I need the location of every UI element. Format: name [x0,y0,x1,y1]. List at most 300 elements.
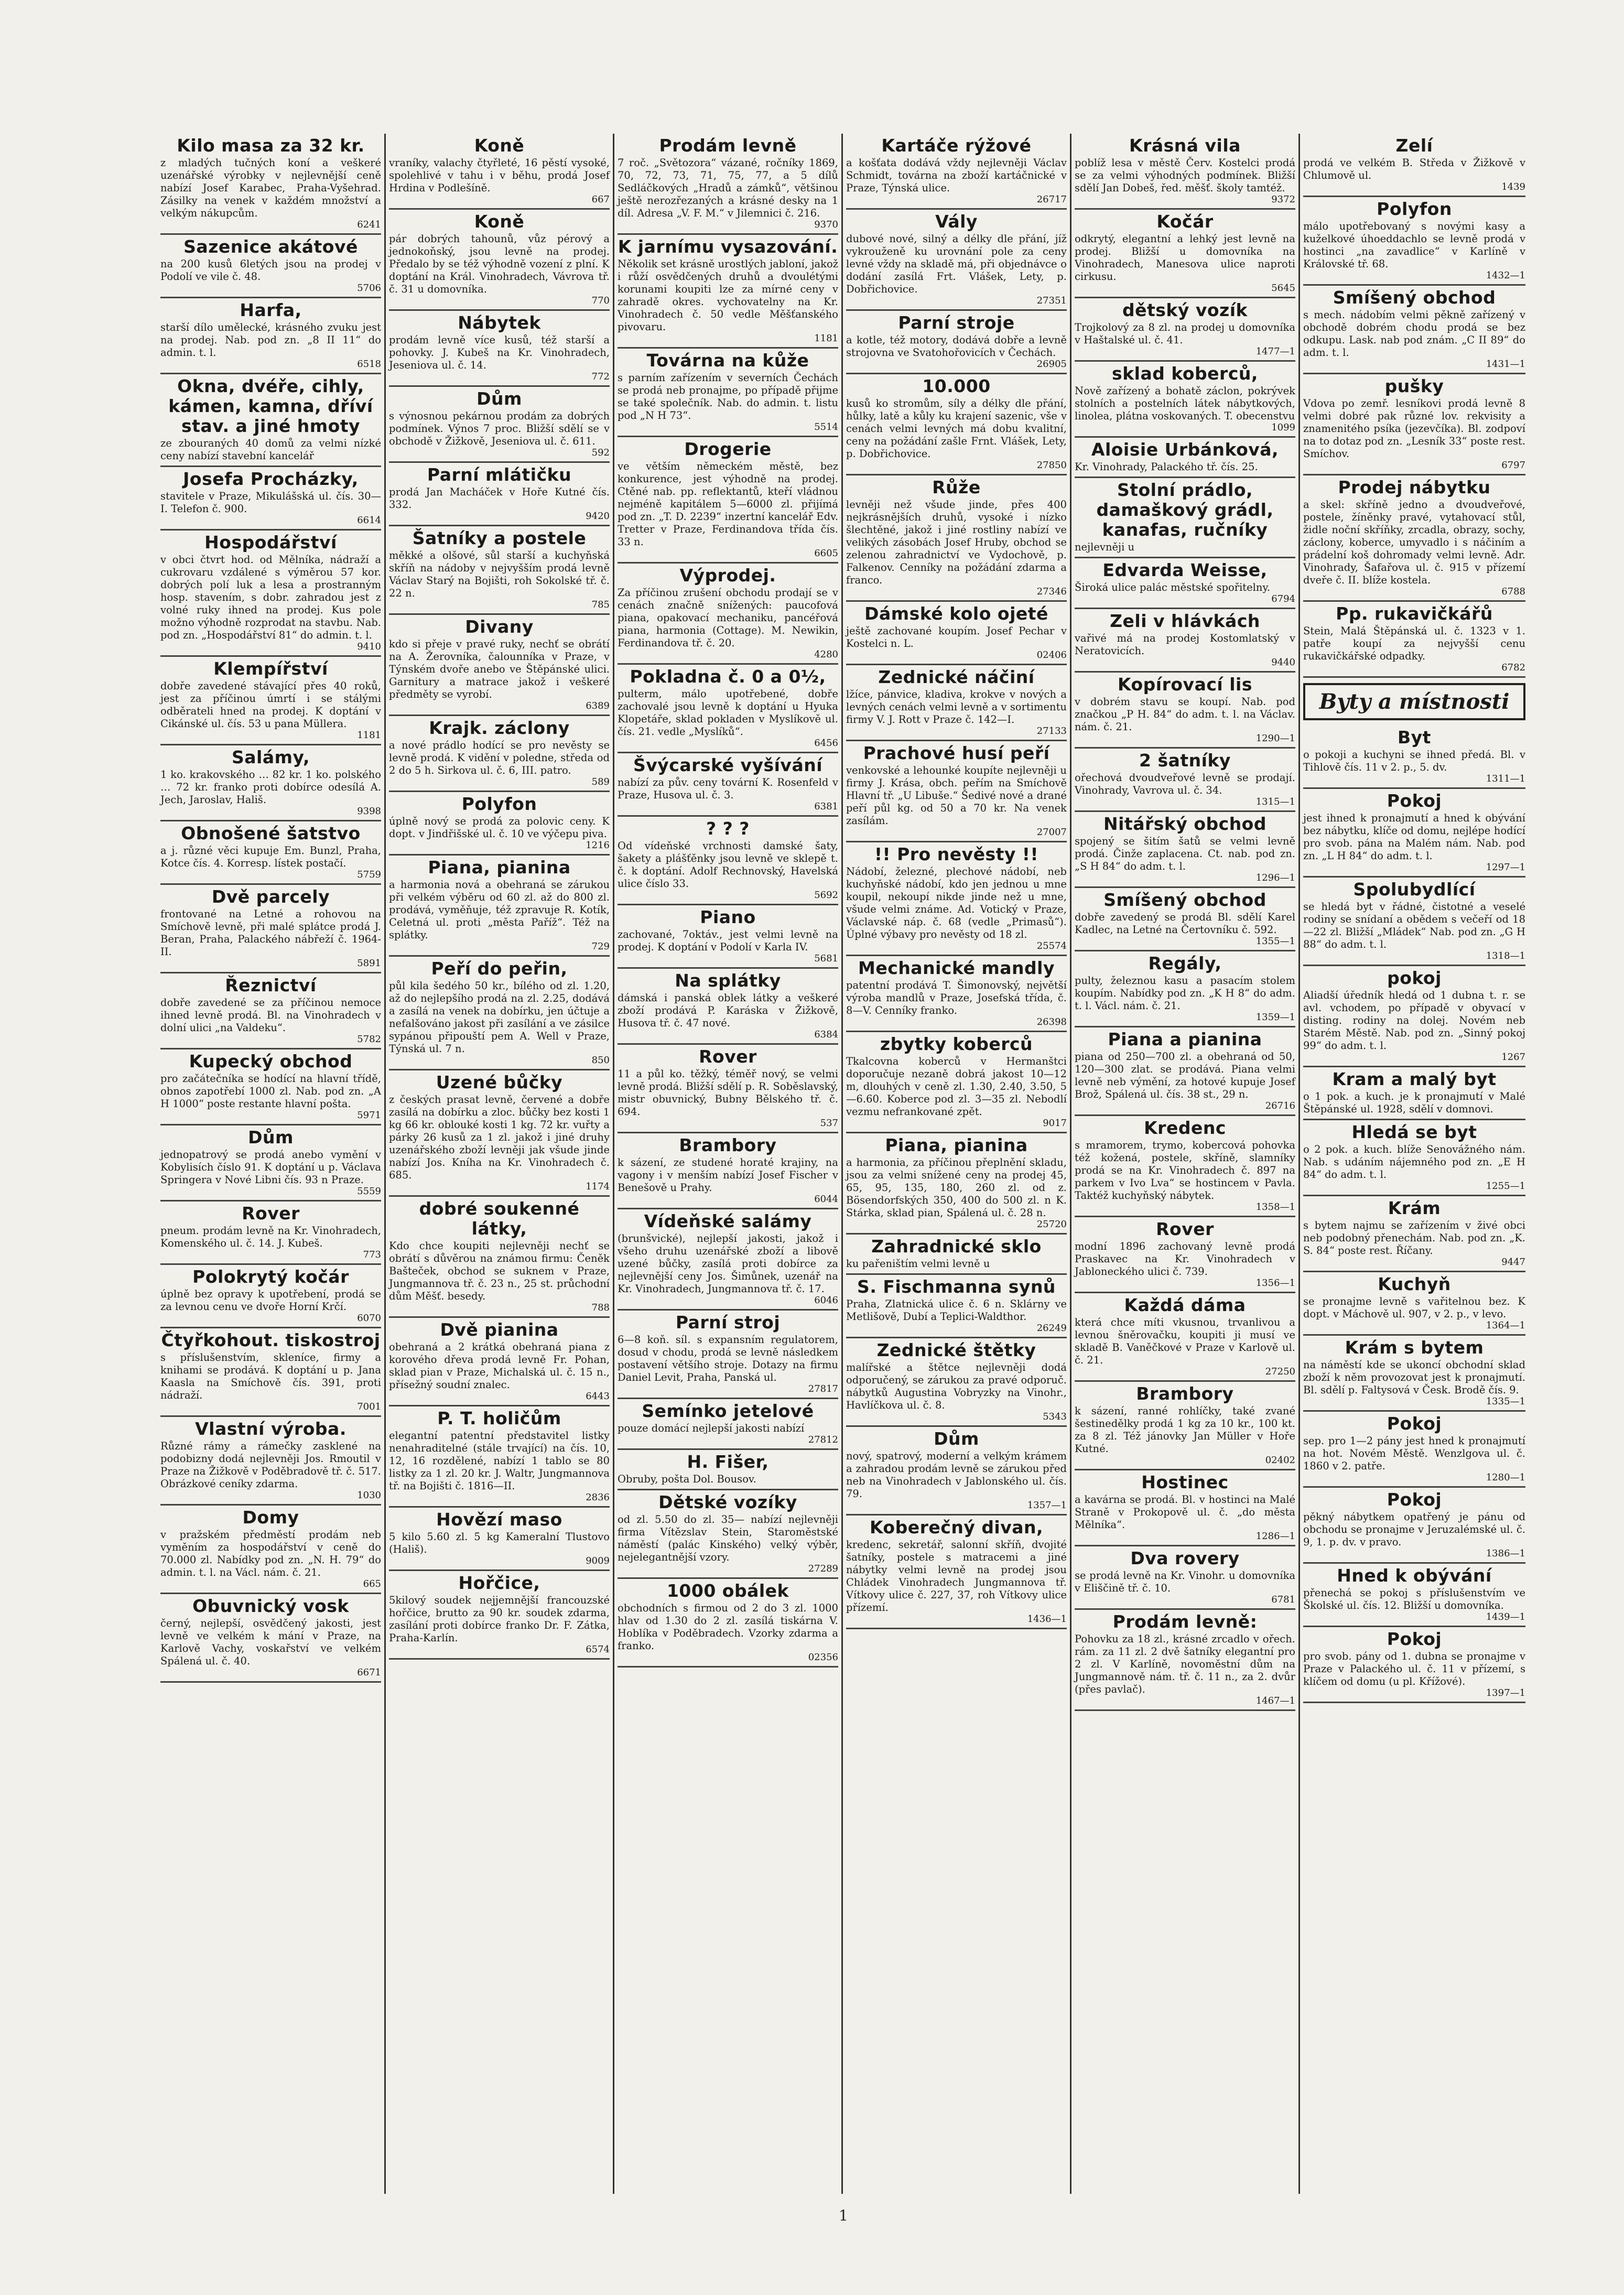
classified-ad [1303,374,1525,475]
ad-text: a nové prádlo hodící se pro nevěsty se levně prodá. K vidění v poledne, středa od 2 do 5 h. Sirkova ul. č. 6, III. patro. [389,739,610,776]
classified-ad [389,463,610,526]
ad-title: Regály, [1148,953,1222,973]
classified-ad [160,1049,381,1125]
ad-text: frontované na Letné a rohovou na Smíchově levně, při malé splátce prodá J. Beran, Praha, Palackého nábřeží č. 1964-II. [160,908,381,958]
classified-ad [846,374,1067,475]
classified-ad [1303,878,1525,966]
ad-title: Pokoj [1387,1629,1442,1649]
ad-title: Stolní prádlo, damaškový grádl, kanafas, ručníky [1096,480,1274,540]
ad-title: Sazenice akátové [183,236,358,257]
classified-ad [1075,1382,1295,1470]
ad-title: Kartáče rýžové [881,135,1032,156]
classified-ad [160,374,381,467]
ad-reference-number: 9447 [1501,1257,1525,1268]
ad-reference-number: 1386—1 [1486,1548,1525,1559]
ad-reference-number: 1181 [814,333,838,344]
ad-title: Smíšený obchod [1103,890,1266,910]
ad-title: Domy [242,1507,299,1528]
ad-title: Uzené bůčky [436,1072,563,1092]
ad-title: Prodej nábytku [1338,477,1491,497]
ad-text: 5 kilo 5.60 zl. 5 kg Kameralní Tlustovo (Hališ). [389,1531,610,1555]
ad-reference-number: 6241 [357,219,381,230]
ad-title: !! Pro nevěsty !! [874,844,1038,864]
ad-reference-number: 1255—1 [1486,1181,1525,1192]
ad-reference-number: 6381 [814,801,838,812]
ad-text: a harmonia, za příčinou přeplnění skladu, jsou za velmi snížené ceny na prodej 45, 65, 95, 135, 180, 260 zl. od z. Bösendorfských 350, 400 do 500 zl. n K. Stárka, sklad pian, Spálená ul. č. 28 n. [846,1156,1067,1219]
ad-reference-number: 592 [591,447,610,458]
ad-reference-number: 25574 [1036,940,1067,951]
ad-title: 1000 obálek [666,1580,789,1601]
classified-ad [846,842,1067,956]
classified-ad [618,564,838,665]
classified-ad [618,437,838,564]
ad-title: Aloisie Urbánková, [1091,439,1279,460]
ad-text: s příslušenstvím, skleníce, firmy a knihami se prodává. K doptání u p. Jana Kaasla na Smíchově čís. 391, proti nádraží. [160,1351,381,1401]
ad-title: Vály [935,211,978,232]
ad-reference-number: 1357—1 [1027,1500,1067,1511]
classified-ad [1303,1272,1525,1336]
ad-reference-number: 6384 [814,1029,838,1040]
ad-reference-number: 9420 [586,511,610,522]
ad-title: Nitářský obchod [1103,814,1266,834]
ad-title: Polokrytý kočár [192,1266,349,1287]
ad-text: stavitele v Praze, Mikulášská ul. čís. 30—I. Telefon č. 900. [160,490,381,515]
ad-title: Polyfon [461,794,537,814]
ad-title: Dámské kolo ojeté [864,603,1048,624]
ad-reference-number: 5514 [814,421,838,432]
ad-reference-number: 5343 [1043,1411,1067,1422]
ad-text: pulty, železnou kasu a pasacím stolem koupím. Nabídky pod zn. „K H 8“ do adm. t. l. Václ. nám. č. 21. [1075,975,1295,1012]
ad-text: o 2 pok. a kuch. blíže Senovážného nám. Nab. s udáním nájemného pod zn. „E H 84“ do adm. t. l. [1303,1143,1525,1181]
ad-text: a harmonia nová a obehraná se zárukou při velkém výběru od 60 zl. až do 800 zl. prodává, vyměňuje, též zpravuje R. Kotík, Celetná ul. proti „města Paříž“. Též na splátky. [389,879,610,941]
ad-text: sep. pro 1—2 pány jest hned k pronajmutí na hot. Novém Městě. Wenzlgova ul. č. 1860 v 2. patře. [1303,1435,1525,1472]
ad-reference-number: 27133 [1036,726,1067,737]
ad-title: 2 šatníky [1139,750,1231,771]
ad-title: Klempířství [213,658,328,679]
ad-text: odkrytý, elegantní a lehký jest levně na prodej. Bližší u domovníka na Vinohradech, Manesova ulice naproti cirkusu. [1075,233,1295,283]
ad-text: kusů ko stromům, síly a délky dle přání, hůlky, latě a kůly ku krajení sazenic, vše v cenách velmi levných má dobu kvalitní, ceny na požádání zašle Frnt. Vlášek, Lety, p. Dobřichovice. [846,397,1067,460]
ad-text: z českých prasat levně, červené a dobře zasílá na dobírku a zloc. bůčky bez kosti 1 kg 66 kr. oblouké kosti 1 kg. 72 kr. vuřty a párky 26 kusů za 1 zl. jakož i jiné druhy uzenářského zboží levněji jak všude jinde nabízí Jos. Kníha na Kr. Vinohradech č. 685. [389,1094,610,1181]
ad-title: Brambory [679,1135,777,1155]
classified-ad [1075,1470,1295,1546]
classified-ad [1303,1067,1525,1120]
classified-ad [389,387,610,463]
ad-reference-number: 6044 [814,1194,838,1205]
ad-text: pulterm, málo upotřebené, dobře zachovalé jsou levně k doptání u Hyuka Klopetáře, sklad pokladen v Myslíkově ul. čís. 21. vedle „Myslíků“. [618,688,838,738]
ad-title: Hovězí maso [436,1509,562,1530]
classified-ad [160,1506,381,1594]
ad-title: Zeli v hlávkách [1110,611,1260,631]
ad-reference-number: 2836 [586,1492,610,1503]
ad-title: Josefa Procházky, [183,469,359,489]
ad-text: s mech. nádobím velmi pěkně zařízený v obchodě dobrém chodu prodá se bez odkupu. Lask. nab pod znám. „C II 89“ do adm. t. l. [1303,309,1525,359]
ad-text: pěkný nábytkem opatřený je pánu od obchodu se pronajme v Jeruzalémské ul. č. 9, 1. p. dv. v pravo. [1303,1511,1525,1548]
ad-text: pro svob. pány od 1. dubna se pronajme v Praze v Palackého ul. č. 11 v přízemí, s klíčem od domu (u pl. Křížové). [1303,1650,1525,1687]
ad-text: v obci čtvrt hod. od Mělníka, nádraží a cukrovaru vzdálené s výměrou 57 kor. dobrých polí luk a lesa a prostranným hosp. stavením, s dobr. zahradou jest z volné ruky ihned na prodej. Kus pole možno výhodně rozprodat na stavbu. Nab. pod zn. „Hospodářství 81“ do admin. t. l. [160,554,381,641]
classified-ad [1303,1412,1525,1488]
ad-text: Praha, Zlatnická ulice č. 6 n. Sklárny ve Metlišově, Dubí a Teplici-Waldthor. [846,1298,1067,1323]
classified-ad [160,745,381,821]
ad-text: nejlevněji u [1075,541,1135,553]
ad-reference-number: 5971 [357,1110,381,1121]
ad-reference-number: 1432—1 [1486,270,1525,281]
column-4 [843,134,1071,2194]
ad-reference-number: 1467—1 [1255,1695,1295,1706]
ad-reference-number: 25720 [1036,1219,1067,1230]
ad-reference-number: 6605 [814,548,838,559]
ad-text: půl kila šedého 50 kr., bílého od zl. 1.20, až do nejlepšího prodá na zl. 2.25, dodává a zasílá na venek na dobírku, jen účtuje a nefalšováno jakost při zasílání a ve zásilce sypánou připouští pem A. Well v Praze, Týnská ul. 7 n. [389,980,610,1055]
ad-text: Od vídeňské vrchnosti damské šaty, šakety a plášťěnky jsou levně ve sklepě t. č. k doptání. Adolf Rechnovský, Havelská ulice číslo 33. [618,840,838,890]
ad-reference-number: 770 [591,295,610,306]
ad-title: Růže [932,477,981,497]
ad-title: Piana, pianina [428,857,571,878]
ad-title: Kopírovací lis [1118,674,1252,695]
ad-text: Nově zařízený a bohatě záclon, pokrývek stolních a postelních látek nábytkových, linolea, plátna voskovaných. T. obecenstvu [1075,385,1295,422]
ad-text: úplně bez opravy k upotřebení, prodá se za levnou cenu ve dvoře Horní Krčí. [160,1288,381,1313]
ad-text: 7 roč. „Světozora“ vázané, ročníky 1869, 70, 72, 73, 71, 75, 77, a 5 dílů Sedláčkových „Hradů a zámků“, většinou ještě nerozřezaných a krásné desky na 1 díl. Adresa „V. F. M.“ v Jilemnici č. 216. [618,157,838,219]
ad-text: o pokoji a kuchyni se ihned předá. Bl. v Tihlově čís. 11 v 2. p., 5. dv. [1303,749,1525,773]
ad-reference-number: 6389 [586,700,610,711]
ad-text: Za příčinou zrušení obchodu prodají se v cenách značně snížených: paucofová piana, opakovací mechaniku, pancéřová piana, harmonia (Cottage). M. Newikin, Ferdinandova tř. č. 20. [618,587,838,649]
ad-reference-number: 6614 [357,515,381,526]
section-heading: Byty a místnosti [1303,683,1525,720]
ad-text: a kavárna se prodá. Bl. v hostinci na Malé Straně v Prokopově ul. č. „do města Mělníka“. [1075,1493,1295,1531]
classified-ad [1075,609,1295,673]
ad-reference-number: 1286—1 [1255,1531,1295,1542]
classified-ad [389,1070,610,1197]
ad-title: pušky [1384,376,1444,396]
classified-ad [389,1406,610,1508]
classified-ad [618,1133,838,1209]
classified-ad [1303,1564,1525,1627]
ad-text: od zl. 5.50 do zl. 35— nabízí nejlevněji firma Vítězslav Stein, Staroměstské náměstí (palác Kinského) velký výběr, nejelegantnější vzory. [618,1513,838,1563]
ad-text: levněji než všude jinde, přes 400 nejkrásnějších druhů, vysoké i nízko šlechtěné, jakož i jiné rostliny nabízí ve velikých zásobách Josef Hruby, obchod se zelenou zahradnictví ve Vydochově, p. Falkenov. Cenníky na požádání zdarma a franco. [846,499,1067,586]
ad-reference-number: 1431—1 [1486,359,1525,370]
ad-reference-number: 26716 [1265,1100,1295,1111]
ad-reference-number: 6797 [1501,460,1525,471]
ad-title: ? ? ? [706,818,750,839]
classified-ad [846,956,1067,1032]
classified-ad [618,134,838,235]
ad-text: jest ihned k pronajmutí a hned k obývání bez nábytku, klíče od domu, nejlépe hodící pro svob. pána na Malém nám. Nab. pod zn. „L H 84“ do adm. t. l. [1303,812,1525,862]
ad-reference-number: 6046 [814,1295,838,1306]
ad-text: dámská i panská oblek látky a veškeré zboží prodává P. Karáska v Žižkově, Husova tř. č. 47 nové. [618,992,838,1029]
ad-title: Dva rovery [1130,1548,1240,1568]
ad-title: Vídeňské salámy [644,1211,812,1231]
ad-text: s výnosnou pekárnou prodám za dobrých podmínek. Výnos 7 proc. Bližší sdělí se v obchodě v Žižkově, Jeseniova ul. č. 611. [389,410,610,447]
ad-text: Nádobí, železné, plechové nádobí, neb kuchyňské nádobí, kdo jen jednou u mne koupil, nekoupí nikde jinde než u mne, všude velmi známe. Ad. Votický v Praze, Václavské náp. č. 68 (vedle „Primasů“). Úplné výbavy pro nevěsty od 18 zl. [846,865,1067,940]
ad-reference-number: 5759 [357,869,381,880]
classified-ad [618,1209,838,1311]
ad-reference-number: 1216 [586,840,610,851]
ad-title: Semínko jetelové [642,1401,814,1421]
ad-title: Pokoj [1387,1413,1442,1434]
ad-text: Kr. Vinohrady, Palackého tř. čís. 25. [1075,461,1258,473]
ad-title: Okna, dvéře, cihly, kámen, kamna, dříví stav. a jiné hmoty [168,376,373,436]
ad-title: zbytky koberců [880,1034,1033,1054]
ad-title: Krám s bytem [1345,1337,1484,1358]
ad-reference-number: 5706 [357,283,381,294]
ad-title: Divany [465,616,534,637]
ad-title: Pp. rukavičkářů [1336,603,1493,624]
ad-text: kdo si přeje v pravé ruky, nechť se obrátí na A. Žerovníka, čalounníka v Praze, v Týnském dvoře anebo ve Štěpánské ulici. Garnitury a matrace jakož i veškeré předměty se vyrobí. [389,638,610,700]
classified-ad [160,657,381,745]
ad-title: Šatníky a postele [412,528,587,548]
ad-text: Stein, Malá Štěpánská ul. č. 1323 v 1. patře koupí za nejvyšší cenu rukavičkářské odpadky. [1303,625,1525,662]
ad-title: Koně [474,211,525,232]
classified-ad [1303,1627,1525,1703]
classified-ad [618,1399,838,1450]
ad-reference-number: 1364—1 [1486,1320,1525,1331]
ad-title: Továrna na kůže [646,350,809,371]
ad-title: Na splátky [675,970,781,991]
classified-ad [1075,1027,1295,1116]
classified-ad [618,235,838,349]
classified-ad [1075,478,1295,558]
ad-text: pouze domácí nejlepší jakosti nabízí [618,1422,805,1434]
ad-title: Koně [474,135,525,156]
ad-reference-number: 850 [591,1055,610,1066]
ad-title: Hned k obývání [1337,1565,1492,1586]
ad-title: Brambory [1136,1383,1234,1404]
ad-title: Vlastní výroba. [195,1419,347,1439]
classified-ad [1303,1120,1525,1196]
ad-text: v pražském předměstí prodám neb vyměním za hospodářství v ceně do 70.000 zl. Nabídky pod zn. „N. H. 79“ do admin. t. l. na Václ. nám. č. 21. [160,1529,381,1578]
ad-title: Každá dáma [1124,1295,1246,1315]
ad-reference-number: 9440 [1271,657,1295,668]
ad-title: Dětské vozíky [658,1492,797,1512]
classified-ad [160,531,381,657]
ad-text: spojený se šitím šatů se velmi levně prodá. Činže zaplacena. Ct. nab. pod zn. „S H 84“ do adm. t. l. [1075,835,1295,872]
ad-reference-number: 5681 [814,953,838,964]
ad-title: Pokoj [1387,791,1442,811]
ad-title: Mechanické mandly [858,958,1055,978]
ad-reference-number: 537 [820,1118,838,1129]
ad-reference-number: 9372 [1271,194,1295,205]
ad-text: a košťata dodává vždy nejlevněji Václav Schmidt, továrna na zboží kartáčnické v Praze, Týnská ulice. [846,157,1067,194]
ad-title: Piana a pianina [1108,1029,1262,1049]
classified-ad [1303,602,1525,678]
ad-reference-number: 02406 [1036,649,1067,661]
ad-title: Dvě parcely [211,886,330,907]
ad-text: a kotle, též motory, dodává dobře a levně strojovna ve Svatohořovicích v Čechách. [846,334,1067,359]
ad-text: k sázení, ze studené horaté krajiny, na vagony i v menším nabízí Josef Fischer v Benešově u Prahy. [618,1156,838,1194]
ad-reference-number: 1318—1 [1486,950,1525,961]
ad-reference-number: 1335—1 [1486,1396,1525,1407]
ad-text: s bytem najmu se zařízením v živé obci neb podobný přenechám. Nab. pod zn. „K. S. 84“ poste rest. Říčany. [1303,1219,1525,1257]
classified-ad [618,1450,838,1490]
ad-text: a skel: skříně jedno a dvoudveřové, postele, žíněnky pravé, vytahovací stůl, židle noční skříňky, zrcadla, obrazy, sochy, záclony, koberce, umyvadlo i s náčiním a prádelní koš dohromady velmi levně. Adr. Vinohrady, Šafařova ul. č. 915 v přízemí dveře č. II. blíže kostela. [1303,499,1525,586]
ad-reference-number: 9410 [357,641,381,652]
ad-title: Byt [1398,727,1431,748]
classified-ad [846,1275,1067,1338]
ad-title: Švýcarské vyšívání [633,755,823,775]
ad-text: kredenc, sekretář, salonní skříň, dvojité šatníky, postele s matracemi a jiné nábytky velmi levně na prodej jsou Chládek Vinohradech Jungmannova tř. Vítkovy ulice č. 227, 37, roh Vítkovy ulice přízemí. [846,1539,1067,1614]
ad-title: Pokoj [1387,1489,1442,1510]
ad-title: Kuchyň [1378,1274,1451,1294]
ad-title: Hostinec [1141,1472,1229,1492]
ad-text: ku pařeništím velmi levně u [846,1258,990,1270]
ad-text: 11 a půl ko. těžký, téměř nový, se velmi levně prodá. Bližší sdělí p. R. Soběslavský, mistr obuvnický, Bubny Bělského tř. č. 694. [618,1068,838,1118]
classified-ad [618,349,838,437]
classified-ad [846,1133,1067,1235]
ad-title: Kočár [1156,211,1214,232]
classified-ad [1075,812,1295,888]
ad-reference-number: 6443 [586,1391,610,1402]
ad-reference-number: 1267 [1501,1052,1525,1063]
ad-title: Piana, pianina [885,1135,1028,1155]
ad-text: zachované, 7oktáv., jest velmi levně na prodej. K doptání v Podolí v Karla IV. [618,928,838,953]
ad-title: S. Fischmanna synů [857,1276,1056,1297]
ad-reference-number: 6518 [357,359,381,370]
classified-ad [1303,475,1525,602]
ad-reference-number: 5559 [357,1186,381,1197]
ad-reference-number: 6782 [1501,662,1525,673]
ad-reference-number: 9017 [1043,1118,1067,1129]
classified-ad [1303,197,1525,286]
ad-title: Prodám levně: [1112,1611,1258,1632]
classified-ad [618,753,838,817]
classified-ad [160,1417,381,1506]
ad-reference-number: 7001 [357,1401,381,1412]
classified-ad [846,1427,1067,1515]
ad-title: Edvarda Weisse, [1102,560,1268,580]
classified-ad [1075,1217,1295,1293]
ad-title: Kilo masa za 32 kr. [177,135,365,156]
ad-text: ze zbouraných 40 domů za velmi nízké ceny nabízí stavební kancelář [160,437,381,462]
ad-reference-number: 9370 [814,219,838,230]
classified-ad [1303,726,1525,789]
ad-title: Dvě pianina [440,1319,559,1340]
ad-reference-number: 1174 [586,1181,610,1192]
ad-text: pneum. prodám levně na Kr. Vinohradech, Komenského ul. č. 14. J. Kubeš. [160,1225,381,1249]
ad-reference-number: 1359—1 [1255,1012,1295,1023]
classified-ad [160,298,381,374]
ad-reference-number: 4280 [814,649,838,660]
classified-ad [618,665,838,753]
classified-ad [618,1311,838,1399]
ad-text: která chce míti vkusnou, trvanlivou a levnou šněrovačku, koupiti ji musí ve skladě B. Vaněčkové v Praze v Karlově ul. č. 21. [1075,1316,1295,1366]
ad-reference-number: 6794 [1271,593,1295,604]
classified-ad [618,1045,838,1133]
ad-title: Smíšený obchod [1333,287,1496,308]
ad-reference-number: 6788 [1501,586,1525,597]
ad-text: dobře zavedený se prodá Bl. sdělí Karel Kadlec, na Letné na Čertovníku č. 592. [1075,911,1295,936]
classified-ad [1075,1546,1295,1610]
ad-title: Dům [934,1428,979,1449]
ad-text: dobře zavedené stávající přes 40 roků, jest za příčinou úmrtí i se stálými odběrateli hned na prodej. K doptání v Cikánské ul. čís. 53 u pana Müllera. [160,680,381,730]
ad-title: Polyfon [1377,199,1452,219]
ad-text: 6—8 koň. síl. s expansním regulatorem, dosud v chodu, prodá se levně následkem postavení většího stroje. Dotazy na firmu Daniel Levit, Praha, Panská ul. [618,1334,838,1383]
classified-ad [389,526,610,615]
ad-title: Rover [1156,1219,1214,1239]
ad-text: (brunšvické), nejlepší jakosti, jakož i všeho druhu uzenářské zboží a libově uzené bůčky, zasílá proti dobírce za nejlevnější ceny Jos. Šimůnek, uzenář na Kr. Vinohradech, Jungmannova tř. č. 17. [618,1232,838,1295]
ad-text: patentní prodává T. Šimonovský, největší výroba mandlů v Praze, Josefská třída, č. 8—V. Cenníky franko. [846,979,1067,1016]
classified-ad [1075,1610,1295,1711]
ad-reference-number: 785 [591,599,610,610]
ad-title: Kredenc [1144,1118,1226,1138]
ad-text: obehraná a 2 krátká obehraná piana z korového dřeva prodá levně Fr. Pohan, sklad pian v Praze, Michalská ul. č. 15 n., přísežný soudní znalec. [389,1341,610,1391]
ad-reference-number: 27351 [1036,295,1067,306]
ad-reference-number: 665 [363,1578,381,1589]
ad-title: Zednické štětky [876,1340,1036,1360]
ad-reference-number: 27817 [808,1383,838,1394]
classified-ad [389,856,610,957]
ad-reference-number: 26398 [1036,1016,1067,1027]
ad-title: Dům [248,1127,294,1148]
ad-text: starší dílo umělecké, krásného zvuku jest na prodej. Nab. pod zn. „8 II 11“ do admin. t. l. [160,321,381,359]
ad-title: Prachové husí peří [863,743,1050,763]
ad-title: Řeznictví [225,975,317,995]
ad-title: Obuvnický vosk [192,1596,349,1616]
classified-ad [160,1265,381,1328]
ad-reference-number: 27346 [1036,586,1067,597]
ad-title: Piano [700,907,756,927]
ad-reference-number: 1436—1 [1027,1614,1067,1625]
classified-ad [1075,888,1295,951]
ad-reference-number: 1356—1 [1255,1278,1295,1289]
ad-reference-number: 26717 [1036,194,1067,205]
column-5 [1071,134,1300,2194]
classified-ad [1075,1293,1295,1382]
classified-ad [846,475,1067,602]
ad-text: pro začátečníka se hodící na hlavní třídě, obnos zapotřebí 1000 zl. Nab. pod zn. „A H 1000“ poste restante hlavní pošta. [160,1073,381,1110]
ad-text: měkké a olšové, sůl starší a kuchyňská skříň na nádoby v nejvyšším prodá levně Václav Starý na Bojišti, roh Sokolské tř. č. 22 n. [389,549,610,599]
column-2 [386,134,614,2194]
classified-ad [160,973,381,1049]
ad-title: Hledá se byt [1351,1122,1477,1142]
ad-text: Aliadší úředník hledá od 1 dubna t. r. se avl. vchodem, po případě v obyvací v disting. rodiny na dolej. Novém neb Starém Městě. Nab. pod zn. „Sinný pokoj 99“ do adm. t. l. [1303,989,1525,1052]
ad-text: o 1 pok. a kuch. je k pronajmutí v Malé Štěpánské ul. 1928, sdělí v domnovi. [1303,1090,1525,1115]
ad-title: Krajk. záclony [429,718,570,738]
ad-text: elegantní patentní představitel listky nenahraditelné (stále trvající) na čís. 10, 12, 16 rozdělené, nabízí 1 tablo se 80 listky za 1 zl. 20 kr. J. Waltr, Jungmannova tř. na Bojišti č. 1816—II. [389,1430,610,1492]
ad-text: poblíž lesa v městě Červ. Kostelci prodá se za velmi výhodných podmínek. Bližší sdělí Jan Dobeš, řed. měšť. školy tamtéž. [1075,157,1295,194]
ad-title: Spolubydlící [1353,879,1476,900]
ad-title: pokoj [1387,968,1442,988]
ad-text: Kdo chce koupiti nejlevněji nechť se obrátí s důvěrou na známou firmu: Čeněk Bašteček, obchod se suknem v Praze, Jungmannova tř. č. 23 n., 25 st. průchodní dům Měšť. besedy. [389,1240,610,1302]
classified-ad [160,467,381,531]
classified-ad [846,311,1067,374]
classified-ad [846,134,1067,210]
classified-ad [618,817,838,905]
classified-ad [389,1197,610,1318]
classified-ad [1303,789,1525,878]
ad-reference-number: 1355—1 [1255,936,1295,947]
classified-ad [1075,951,1295,1027]
ad-title: Krám [1388,1198,1441,1218]
ad-text: v dobrém stavu se koupí. Nab. pod značkou „P H. 84“ do adm. t. l. na Václav. nám. č. 21. [1075,696,1295,733]
ad-reference-number: 6574 [586,1644,610,1655]
ad-reference-number: 5645 [1271,283,1295,294]
classified-ad [389,957,610,1070]
ad-text: Obruby, pošta Dol. Bousov. [618,1473,756,1485]
ad-text: prodá ve velkém B. Středa v Žižkově v Chlumově ul. [1303,157,1525,181]
classified-ad [846,602,1067,665]
ad-text: přenechá se pokoj s příslušenstvím ve Školské ul. čís. 12. Bližší u domovníka. [1303,1587,1525,1611]
classifieds-columns [157,134,1531,2194]
ad-text: lžíce, pánvice, kladiva, krokve v nových a levných cenách velmi levně a v sortimentu firmy V. J. Rott v Praze č. 142—I. [846,688,1067,726]
classified-ad [389,134,610,210]
ad-reference-number: 589 [591,776,610,787]
ad-reference-number: 667 [591,194,610,205]
ad-title: Kram a malý byt [1332,1069,1497,1089]
ad-text: se hledá byt v řádné, čistotné a veselé rodiny se snídaní a obědem s večeří od 18—22 zl. Bližší „Mládek“ Nab. pod zn. „G H 88“ do adm. t. l. [1303,901,1525,950]
ad-title: Hořčice, [458,1573,540,1593]
ad-title: Rover [699,1046,757,1067]
ad-reference-number: 1439—1 [1486,1611,1525,1622]
ad-text: modní 1896 zachovaný levně prodá Praskavec na Kr. Vinohradech v Jabloneckého ulici č. 739. [1075,1240,1295,1278]
ad-title: P. T. holičům [437,1408,561,1428]
